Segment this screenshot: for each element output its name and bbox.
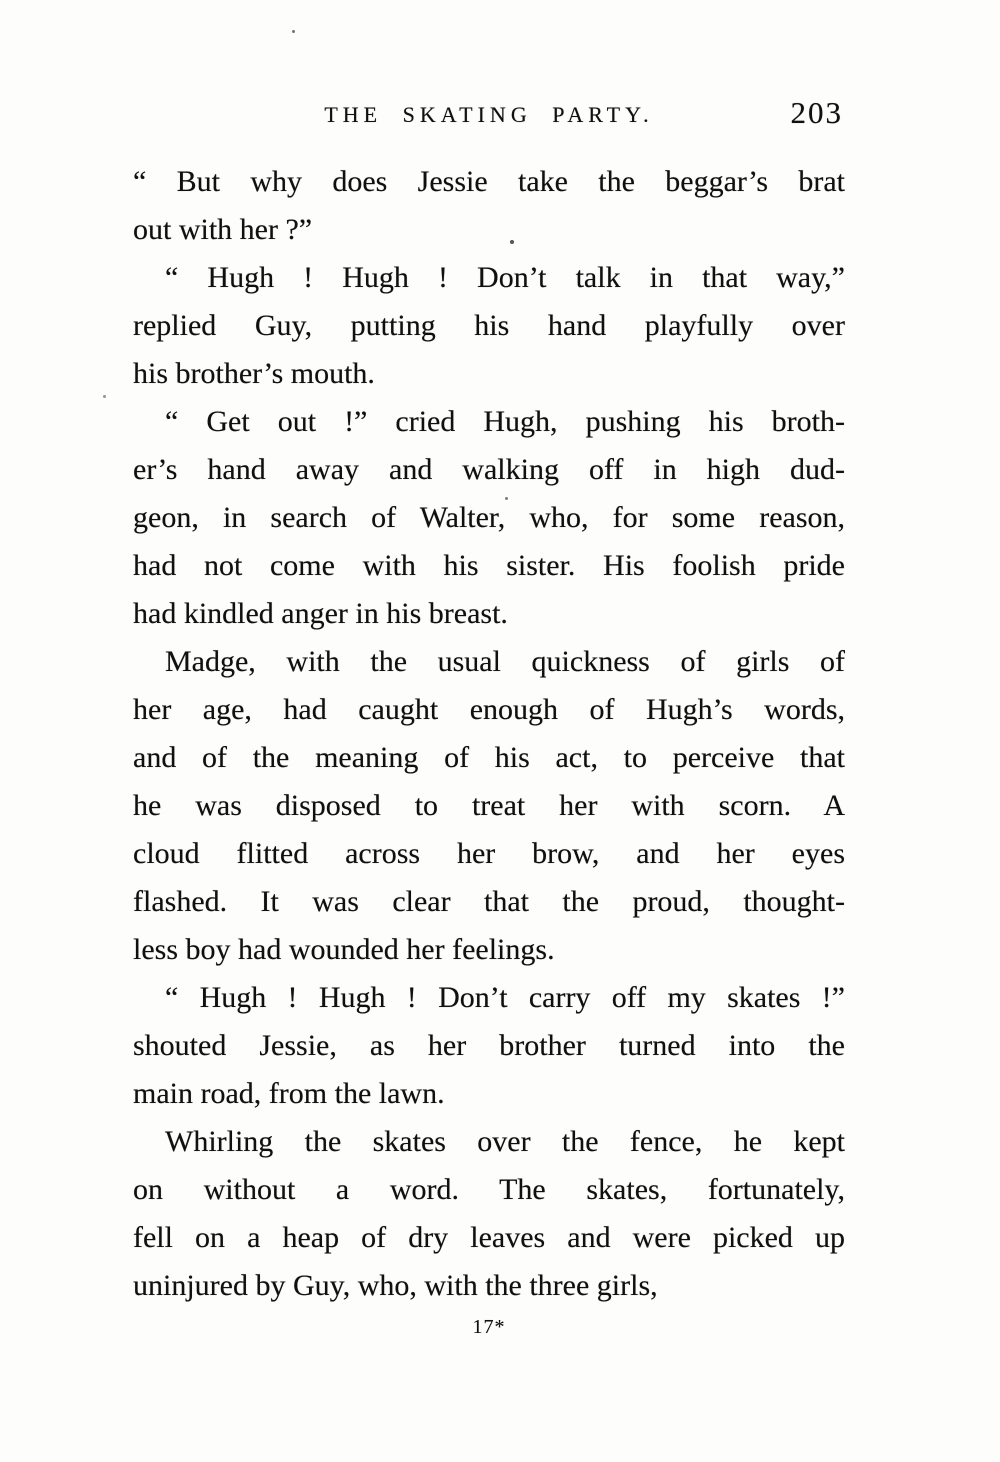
scan-speck xyxy=(292,30,295,33)
scan-speck xyxy=(505,497,508,500)
text-line: on without a word. The skates, fortunately, xyxy=(133,1173,845,1206)
text-line: “ Get out !” cried Hugh, pushing his broth- xyxy=(165,405,845,438)
signature-mark: 17* xyxy=(472,1316,506,1338)
scan-speck xyxy=(103,395,106,398)
text-line: “ Hugh ! Hugh ! Don’t carry off my skates !” xyxy=(165,981,845,1014)
text-line: Whirling the skates over the fence, he kept xyxy=(165,1125,845,1158)
paragraph xyxy=(133,158,845,254)
text-line: had not come with his sister. His foolish pride xyxy=(133,549,845,582)
text-line: his brother’s mouth. xyxy=(133,357,375,390)
paragraph xyxy=(133,974,845,1118)
text-line: flashed. It was clear that the proud, thought- xyxy=(133,885,845,918)
text-line: out with her ?” xyxy=(133,213,313,246)
text-line: had kindled anger in his breast. xyxy=(133,597,508,630)
text-line: “ Hugh ! Hugh ! Don’t talk in that way,” xyxy=(165,261,845,294)
page-header xyxy=(133,97,845,137)
page-number: 203 xyxy=(790,95,843,130)
text-line: and of the meaning of his act, to perceive that xyxy=(133,741,845,774)
text-line: replied Guy, putting his hand playfully over xyxy=(133,309,845,342)
paragraph xyxy=(133,1118,845,1310)
scan-speck xyxy=(510,240,514,244)
text-line: Madge, with the usual quickness of girls of xyxy=(165,645,845,678)
text-line: cloud flitted across her brow, and her eyes xyxy=(133,837,845,870)
text-line: “ But why does Jessie take the beggar’s brat xyxy=(133,165,845,198)
text-line: less boy had wounded her feelings. xyxy=(133,933,555,966)
text-line: fell on a heap of dry leaves and were picked up xyxy=(133,1221,845,1254)
text-line: uninjured by Guy, who, with the three girls, xyxy=(133,1269,658,1302)
page-body xyxy=(133,158,845,1310)
paragraph xyxy=(133,254,845,398)
text-line: main road, from the lawn. xyxy=(133,1077,445,1110)
paragraph xyxy=(133,398,845,638)
paragraph xyxy=(133,638,845,974)
text-line: her age, had caught enough of Hugh’s words, xyxy=(133,693,845,726)
text-line: he was disposed to treat her with scorn. A xyxy=(133,789,845,822)
text-line: shouted Jessie, as her brother turned into the xyxy=(133,1029,845,1062)
running-title: THE SKATING PARTY. xyxy=(324,102,654,127)
text-line: er’s hand away and walking off in high dud- xyxy=(133,453,845,486)
text-line: geon, in search of Walter, who, for some reason, xyxy=(133,501,845,534)
